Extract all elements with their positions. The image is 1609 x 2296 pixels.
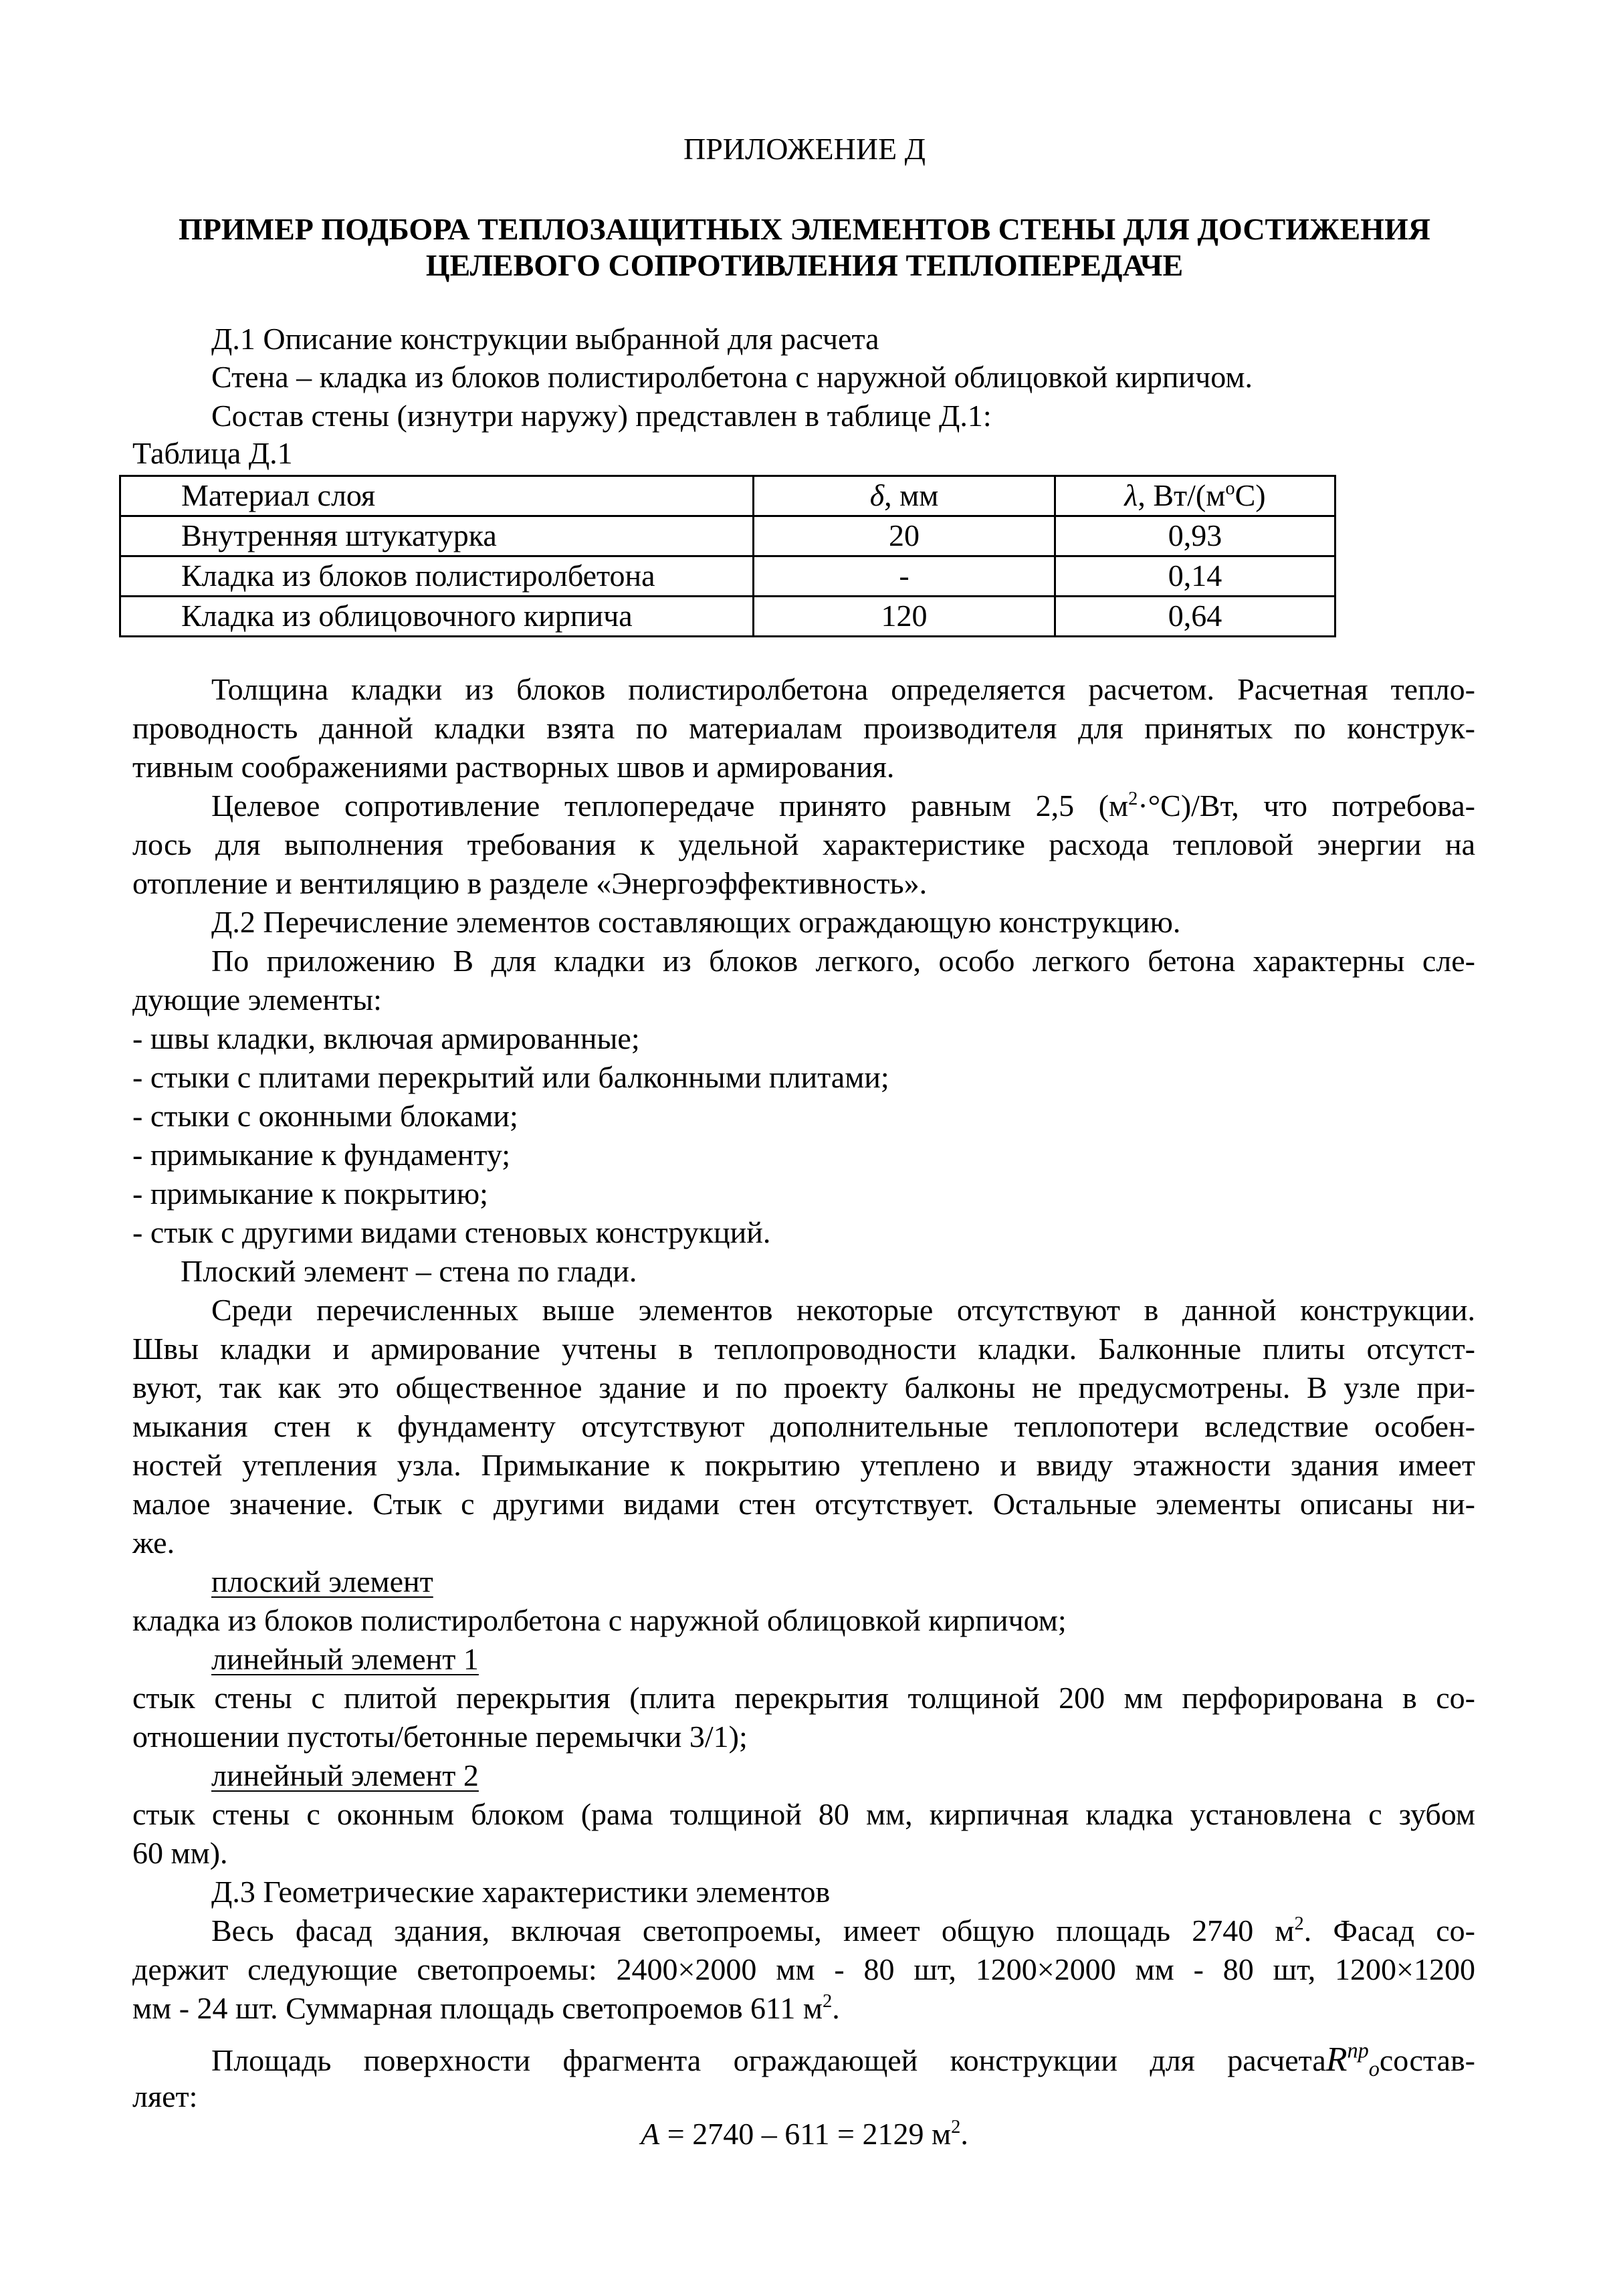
table-header-material: Материал слоя bbox=[181, 478, 376, 512]
table-cell-thickness: - bbox=[899, 558, 909, 593]
composition-intro: Состав стены (изнутри наружу) представлен в таблице Д.1: bbox=[211, 399, 992, 433]
layers-table bbox=[119, 475, 1336, 637]
list-item: - стыки с оконными блоками; bbox=[132, 1099, 518, 1133]
paragraph-line: малое значение. Стык с другими видами стен отсутствует. Остальные элементы описаны ни- bbox=[132, 1487, 1475, 1521]
table-cell-conductivity: 0,93 bbox=[1168, 518, 1222, 552]
table-header-thickness: δ, мм bbox=[869, 478, 939, 512]
wall-description: Стена – кладка из блоков полистиролбетона с наружной облицовкой кирпичом. bbox=[211, 360, 1253, 394]
table-cell-thickness: 20 bbox=[889, 518, 920, 552]
paragraph-line: По приложению В для кладки из блоков легкого, особо легкого бетона характерны сле- bbox=[211, 944, 1475, 978]
table-cell-conductivity: 0,14 bbox=[1168, 558, 1222, 593]
list-item: - стыки с плитами перекрытий или балконными плитами; bbox=[132, 1060, 889, 1094]
paragraph-line: тивным соображениями растворных швов и армирования. bbox=[132, 750, 895, 784]
list-item: - швы кладки, включая армированные; bbox=[132, 1021, 640, 1055]
list-item: - примыкание к покрытию; bbox=[132, 1176, 488, 1211]
paragraph-line: Среди перечисленных выше элементов некоторые отсутствуют в данной конструкции. bbox=[211, 1293, 1475, 1327]
paragraph-line: лось для выполнения требования к удельной характеристике расхода тепловой энергии на bbox=[132, 827, 1475, 861]
paragraph-line: Весь фасад здания, включая светопроемы, имеет общую площадь 2740 $м^2$. Фасад со- bbox=[211, 1913, 1475, 1948]
paragraph-line: Швы кладки и армирование учтены в теплопроводности кладки. Балконные плиты отсутст- bbox=[132, 1332, 1475, 1366]
table-caption: Таблица Д.1 bbox=[132, 436, 293, 470]
paragraph-line: вуют, так как это общественное здание и по проекту балконы не предусмотрены. В узле при- bbox=[132, 1370, 1475, 1404]
list-item: - стык с другими видами стеновых конструкций. bbox=[132, 1215, 771, 1249]
linear-element-1-description: отношении пустоты/бетонные перемычки 3/1); bbox=[132, 1719, 748, 1754]
section-2-title: Д.2 Перечисление элементов составляющих ограждающую конструкцию. bbox=[211, 905, 1181, 939]
linear-element-1-description: стык стены с плитой перекрытия (плита перекрытия толщиной 200 мм перфорирована в со- bbox=[132, 1681, 1475, 1715]
section-1-title: Д.1 Описание конструкции выбранной для расчета bbox=[211, 322, 879, 356]
paragraph-line: же. bbox=[132, 1526, 175, 1560]
paragraph-line: Толщина кладки из блоков полистиролбетона определяется расчетом. Расчетная тепло- bbox=[211, 672, 1475, 706]
paragraph-line: ляет: bbox=[132, 2079, 198, 2113]
heading-line-1: ПРИМЕР ПОДБОРА ТЕПЛОЗАЩИТНЫХ ЭЛЕМЕНТОВ СТЕНЫ ДЛЯ ДОСТИЖЕНИЯ bbox=[179, 212, 1430, 246]
paragraph-line: ностей утепления узла. Примыкание к покрытию утеплено и ввиду этажности здания имеет bbox=[132, 1448, 1475, 1482]
linear-element-2-title: линейный элемент 2 bbox=[211, 1758, 479, 1792]
paragraph-line: проводность данной кладки взята по материалам производителя для принятых по конструк- bbox=[132, 711, 1475, 745]
table-cell-material: Кладка из облицовочного кирпича bbox=[181, 599, 633, 633]
flat-element-line: Плоский элемент – стена по глади. bbox=[181, 1254, 637, 1288]
table-cell-thickness: 120 bbox=[881, 599, 928, 633]
list-item: - примыкание к фундаменту; bbox=[132, 1138, 511, 1172]
paragraph-line: Целевое сопротивление теплопередаче принято равным 2,5 $(м^2\cdot^\circ С)/Вт$, что потребова- bbox=[211, 788, 1475, 823]
table-header-conductivity: λ, $Вт/(м^oС)$ bbox=[1124, 478, 1266, 512]
heading-line-2: ЦЕЛЕВОГО СОПРОТИВЛЕНИЯ ТЕПЛОПЕРЕДАЧЕ bbox=[425, 248, 1184, 282]
table-cell-material: Внутренняя штукатурка bbox=[181, 518, 497, 552]
paragraph-line: Площадь поверхности фрагмента ограждающей конструкции для расчетаR$^{пр}_o$состав- bbox=[211, 2038, 1475, 2081]
paragraph-line: мм - 24 шт. Суммарная площадь светопроемов 611 $м^2$. bbox=[132, 1990, 840, 2025]
paragraph-line: отопление и вентиляцию в разделе «Энергоэффективность». bbox=[132, 866, 928, 900]
r-symbol: $R^{пр}_o$ bbox=[1325, 2038, 1380, 2081]
flat-element-title: плоский элемент bbox=[211, 1564, 433, 1598]
linear-element-2-description: 60 мм). bbox=[132, 1836, 228, 1870]
linear-element-1-title: линейный элемент 1 bbox=[211, 1642, 479, 1676]
paragraph-line: дующие элементы: bbox=[132, 982, 382, 1017]
appendix-title: ПРИЛОЖЕНИЕ Д bbox=[683, 132, 926, 166]
section-3-title: Д.3 Геометрические характеристики элементов bbox=[211, 1875, 831, 1909]
table-cell-material: Кладка из блоков полистиролбетона bbox=[181, 558, 655, 593]
flat-element-description: кладка из блоков полистиролбетона с наружной облицовкой кирпичом; bbox=[132, 1603, 1067, 1637]
paragraph-line: держит следующие светопроемы: 2400×2000 мм - 80 шт, 1200×2000 мм - 80 шт, 1200×1200 bbox=[132, 1952, 1475, 1986]
table-cell-conductivity: 0,64 bbox=[1168, 599, 1222, 633]
linear-element-2-description: стык стены с оконным блоком (рама толщиной 80 мм, кирпичная кладка установлена с зубом bbox=[132, 1797, 1475, 1831]
paragraph-line: мыкания стен к фундаменту отсутствуют дополнительные теплопотери вследствие особен- bbox=[132, 1409, 1475, 1443]
area-formula: A = 2740 – 611 = 2129 $м^2$. bbox=[641, 2116, 968, 2151]
